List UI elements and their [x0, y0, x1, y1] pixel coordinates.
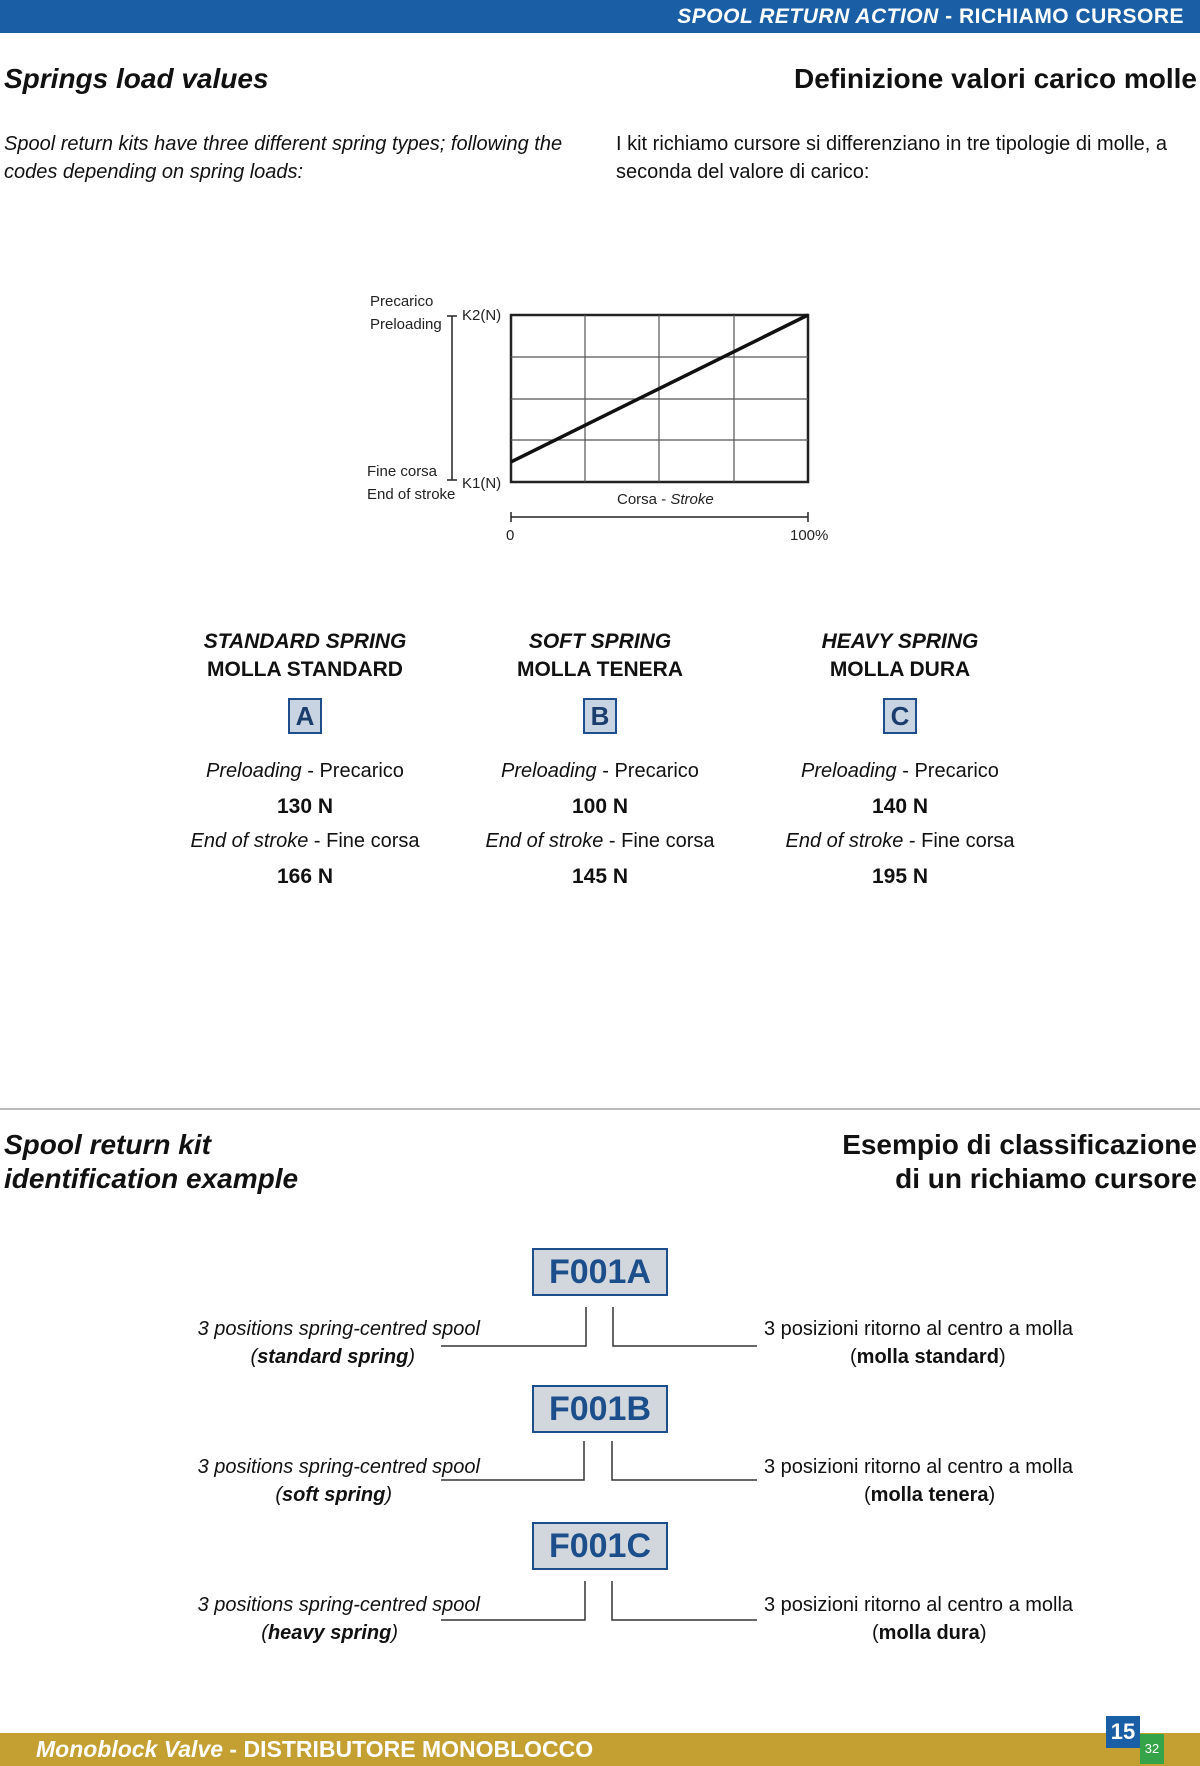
spring-code-badge: A: [288, 698, 322, 734]
connector-right-a: [613, 1307, 757, 1346]
code-box-f001c: F001C: [532, 1522, 668, 1570]
end-of-stroke-label-en: End of stroke: [367, 486, 456, 503]
page-number: 15: [1106, 1716, 1140, 1748]
end-of-stroke-label-it: Fine corsa: [921, 830, 1015, 852]
x-tick-end: 100%: [790, 527, 829, 544]
example-spring-en: standard spring: [257, 1346, 409, 1368]
header-separator: -: [938, 5, 959, 28]
x-tick-start: 0: [506, 527, 515, 544]
preload-label-it: Precarico: [614, 760, 699, 782]
end-of-stroke-label-en: End of stroke: [785, 830, 904, 852]
footer-bar: [0, 1733, 1200, 1766]
preload-value: 100 N: [571, 795, 629, 818]
example-desc-it: [764, 1315, 1104, 1371]
example-spring-en: soft spring: [281, 1484, 386, 1506]
header-title-it: RICHIAMO CURSORE: [958, 5, 1184, 28]
intro-text-en: Spool return kits have three different spring types; following the codes depending on spring loads:: [4, 133, 563, 183]
example-desc-en: [60, 1591, 480, 1647]
section2-title-it-line1: Esempio di classificazione: [842, 1129, 1197, 1160]
k2-label: K2(N): [462, 307, 502, 324]
example-desc-en-line2: (soft spring): [275, 1484, 392, 1506]
footer-title: [36, 1736, 593, 1763]
footer-separator: -: [223, 1736, 244, 1762]
section2-title-en-line1: Spool return kit: [4, 1129, 211, 1160]
preload-label: Preloading - Precarico: [501, 760, 699, 782]
connector-right-b: [612, 1441, 757, 1480]
page-number-secondary: 32: [1140, 1734, 1164, 1764]
preload-value: 130 N: [276, 795, 334, 818]
code-box-f001b: F001B: [532, 1385, 668, 1433]
spring-code-badge: B: [583, 698, 617, 734]
end-of-stroke-value: 195 N: [871, 865, 929, 888]
footer-title-it: DISTRIBUTORE MONOBLOCCO: [243, 1736, 594, 1762]
example-desc-en: [60, 1453, 480, 1509]
end-of-stroke-label: End of stroke - Fine corsa: [190, 830, 420, 852]
example-desc-it-line2: (molla tenera): [864, 1484, 996, 1506]
preload-label-it: Precarico: [319, 760, 404, 782]
preload-label-it: Precarico: [914, 760, 999, 782]
preload-label: Preloading - Precarico: [801, 760, 999, 782]
end-of-stroke-value: 166 N: [276, 865, 334, 888]
section-title-it: Definizione valori carico molle: [793, 63, 1197, 94]
preload-label-en: Preloading: [801, 760, 897, 782]
example-spring-it: molla standard: [856, 1346, 999, 1368]
end-of-stroke-label-it: Fine corsa: [367, 463, 438, 480]
example-desc-en-line1: 3 positions spring-centred spool: [197, 1594, 480, 1616]
end-of-stroke-label-en: End of stroke: [190, 830, 309, 852]
spring-name-it: MOLLA STANDARD: [207, 658, 403, 681]
footer-title-en: Monoblock Valve: [36, 1736, 224, 1762]
preload-label-en: Preloading: [206, 760, 302, 782]
example-desc-it: [764, 1591, 1104, 1647]
example-spring-it: molla tenera: [870, 1484, 989, 1506]
example-desc-it-line1: 3 posizioni ritorno al centro a molla: [764, 1594, 1074, 1616]
k1-label: K1(N): [462, 475, 502, 492]
connector-right-c: [612, 1581, 757, 1620]
section2-title-en-line2: identification example: [4, 1163, 299, 1194]
example-desc-en: [60, 1315, 480, 1371]
end-of-stroke-label-it: Fine corsa: [621, 830, 715, 852]
example-desc-it-line1: 3 posizioni ritorno al centro a molla: [764, 1456, 1074, 1478]
spring-name-en: STANDARD SPRING: [203, 630, 407, 653]
preload-label: Preloading - Precarico: [206, 760, 404, 782]
intro-text-it: I kit richiamo cursore si differenziano in tre tipologie di molle, a seconda del valore di carico:: [616, 133, 1167, 183]
x-axis-label-it: Corsa -: [617, 491, 671, 508]
preload-label-en: Preloading: [501, 760, 597, 782]
example-desc-it: [764, 1453, 1104, 1509]
example-desc-it-line1: 3 posizioni ritorno al centro a molla: [764, 1318, 1074, 1340]
code-box-f001a: F001A: [532, 1248, 668, 1296]
section2-title-it-line2: di un richiamo cursore: [895, 1163, 1197, 1194]
end-of-stroke-label-en: End of stroke: [485, 830, 604, 852]
spring-name-it: MOLLA TENERA: [516, 658, 684, 681]
header-title-en: SPOOL RETURN ACTION: [677, 5, 939, 28]
preload-value: 140 N: [871, 795, 929, 818]
example-spring-en: heavy spring: [267, 1622, 392, 1644]
example-desc-it-line2: (molla standard): [850, 1346, 1006, 1368]
preload-label-it: Precarico: [370, 293, 434, 310]
end-of-stroke-label-it: Fine corsa: [326, 830, 420, 852]
preload-label-en: Preloading: [370, 316, 442, 333]
example-desc-it-line2: (molla dura): [872, 1622, 987, 1644]
spring-code-badge: C: [883, 698, 917, 734]
spring-name-en: SOFT SPRING: [528, 630, 672, 653]
x-axis-label-en: Stroke: [670, 491, 714, 508]
example-desc-en-line1: 3 positions spring-centred spool: [197, 1318, 480, 1340]
end-of-stroke-value: 145 N: [571, 865, 629, 888]
end-of-stroke-label: End of stroke - Fine corsa: [785, 830, 1015, 852]
example-desc-en-line2: (heavy spring): [261, 1622, 398, 1644]
example-desc-en-line1: 3 positions spring-centred spool: [197, 1456, 480, 1478]
spring-name-it: MOLLA DURA: [829, 658, 971, 681]
section-title-en: Springs load values: [4, 63, 269, 94]
example-desc-en-line2: (standard spring): [250, 1346, 415, 1368]
example-spring-it: molla dura: [878, 1622, 980, 1644]
end-of-stroke-label: End of stroke - Fine corsa: [485, 830, 715, 852]
spring-name-en: HEAVY SPRING: [821, 630, 979, 653]
